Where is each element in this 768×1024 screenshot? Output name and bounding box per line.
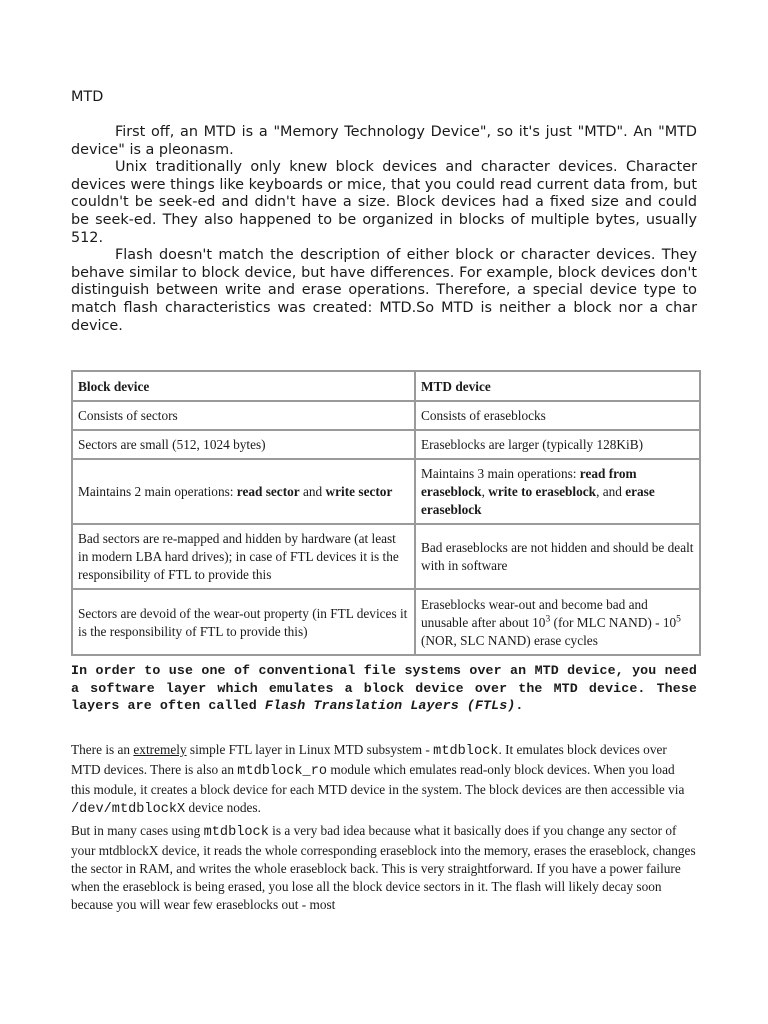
mtdblock-paragraph: There is an extremely simple FTL layer in Linux MTD subsystem - mtdblock. It emulates block devices over MTD devices. There is also an mtdblock_ro module which emulates read-only block devices. When you load this module, it creates a block device for each MTD device in the system. The block devices are then accessible via /dev/mtdblockX device nodes. bbox=[71, 742, 685, 817]
intro-section bbox=[71, 124, 697, 335]
table-cell: Sectors are devoid of the wear-out property (in FTL devices it is the responsibility of FTL to provide this) bbox=[72, 589, 415, 655]
table-row bbox=[72, 430, 700, 459]
intro-paragraph-2: Unix traditionally only knew block devices and character devices. Character devices were things like keyboards or mice, that you could read current data from, but couldn't be seek-ed and didn't have a size. Block devices had a fixed size and could be seek-ed. They also happened to be organized in blocks of multiple bytes, usually 512. bbox=[71, 159, 697, 246]
ftl-term: Flash Translation Layers (FTLs) bbox=[264, 698, 516, 714]
emphasis-underline: extremely bbox=[133, 742, 187, 757]
table-row bbox=[72, 459, 700, 524]
table-cell: Eraseblocks are larger (typically 128KiB) bbox=[415, 430, 700, 459]
table-cell: Bad sectors are re-mapped and hidden by hardware (at least in modern LBA hard drives); in case of FTL devices it is the responsibility of FTL to provide this bbox=[72, 524, 415, 589]
table-row bbox=[72, 401, 700, 430]
table-cell: Consists of sectors bbox=[72, 401, 415, 430]
table-row bbox=[72, 524, 700, 589]
table-row bbox=[72, 589, 700, 655]
intro-paragraph-1: First off, an MTD is a "Memory Technology Device", so it's just "MTD". An "MTD device" is a pleonasm. bbox=[71, 124, 697, 158]
intro-paragraph-3: Flash doesn't match the description of either block or character devices. They behave similar to block device, but have differences. For example, block devices don't distinguish between write and erase operations. Therefore, a special device type to match flash characteristics was created: MTD.So MTD is neither a block nor a char device. bbox=[71, 247, 697, 334]
code-mtdblock-ro: mtdblock_ro bbox=[237, 764, 328, 779]
table-cell: Bad eraseblocks are not hidden and should be dealt with in software bbox=[415, 524, 700, 589]
table-cell: Maintains 2 main operations: read sector and write sector bbox=[72, 459, 415, 524]
table-cell: Sectors are small (512, 1024 bytes) bbox=[72, 430, 415, 459]
bad-idea-paragraph: But in many cases using mtdblock is a very bad idea because what it basically does if you change any sector of your mtdblockX device, it reads the whole corresponding eraseblock into the memory, erases the eraseblock, changes the sector in RAM, and writes the whole eraseblock back. This is very straightforward. If you have a power failure when the eraseblock is being erased, you lose all the block device sectors in it. The flash will likely decay soon because you will wear few eraseblocks out - most bbox=[71, 823, 696, 912]
comparison-table bbox=[71, 370, 701, 656]
ftl-intro-paragraph: In order to use one of conventional file systems over an MTD device, you need a software layer which emulates a block device over the MTD device. These layers are often called Flash Translation Layers (FTLs). bbox=[71, 663, 697, 714]
table-cell: Maintains 3 main operations: read from eraseblock, write to eraseblock, and erase eraseblock bbox=[415, 459, 700, 524]
header-block-device: Block device bbox=[72, 371, 415, 401]
table-cell: Consists of eraseblocks bbox=[415, 401, 700, 430]
code-mtdblock: mtdblock bbox=[203, 825, 269, 840]
code-dev-path: /dev/mtdblockX bbox=[71, 802, 186, 817]
page-title: MTD bbox=[71, 89, 104, 105]
header-mtd-device: MTD device bbox=[415, 371, 700, 401]
table-header-row bbox=[72, 371, 700, 401]
code-mtdblock: mtdblock bbox=[433, 744, 499, 759]
table-cell: Eraseblocks wear-out and become bad and unusable after about $10^3$ (for MLC NAND) - $10^5$ (NOR, SLC NAND) erase cycles bbox=[415, 589, 700, 655]
